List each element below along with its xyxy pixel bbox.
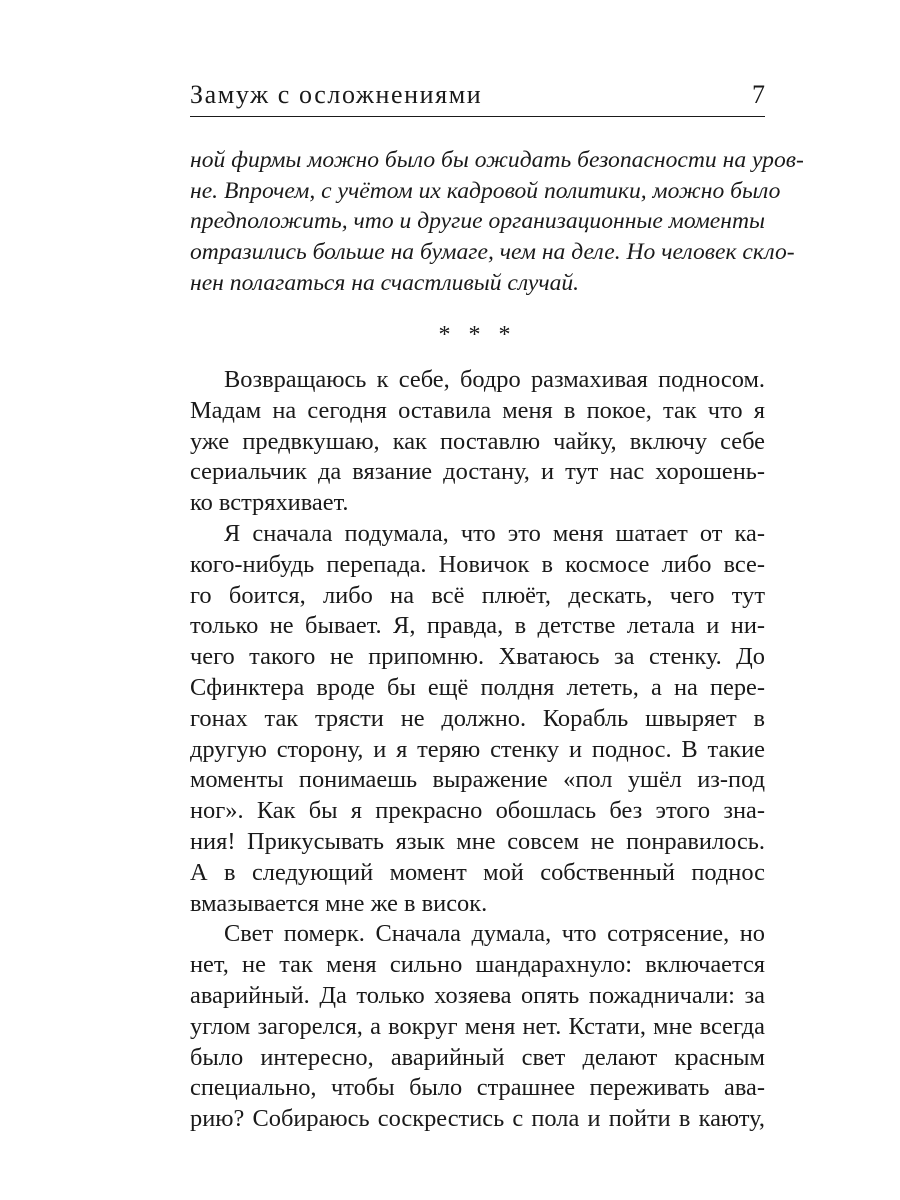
text-line: гонах так трясти не должно. Корабль швыряет в bbox=[190, 704, 765, 732]
text-line: ног». Как бы я прекрасно обошлась без этого зна- bbox=[190, 797, 765, 825]
text-line: моменты понимаешь выражение «пол ушёл из-под bbox=[190, 766, 765, 794]
text-line: Сфинктера вроде бы ещё полдня лететь, а на пере- bbox=[190, 673, 765, 701]
running-title: Замуж с осложнениями bbox=[190, 80, 483, 109]
text-line: уже предвкушаю, как поставлю чайку, включу себе bbox=[190, 427, 765, 455]
text-line: углом загорелся, а вокруг меня нет. Кстати, мне всегда bbox=[190, 1012, 765, 1040]
text-line: только не бывает. Я, правда, в детстве летала и ни- bbox=[190, 612, 765, 640]
body-text bbox=[190, 365, 765, 1135]
paragraph-3 bbox=[190, 919, 765, 1135]
text-line: было интересно, аварийный свет делают красным bbox=[190, 1043, 765, 1071]
italic-line: ной фирмы можно было бы ожидать безопасности на уров- bbox=[190, 147, 804, 173]
text-line: чего такого не припомню. Хватаюсь за стенку. До bbox=[190, 643, 765, 671]
text-line: специально, чтобы было страшнее переживать ава- bbox=[190, 1074, 765, 1102]
text-line: другую сторону, и я теряю стенку и поднос. В такие bbox=[190, 735, 765, 763]
text-line: го боится, либо на всё плюёт, дескать, чего тут bbox=[190, 581, 765, 609]
text-line: Я сначала подумала, что это меня шатает от ка- bbox=[224, 519, 765, 547]
paragraph-2 bbox=[190, 519, 765, 919]
text-line: ния! Прикусывать язык мне совсем не понравилось. bbox=[190, 827, 765, 855]
text-line: аварийный. Да только хозяева опять пожадничали: за bbox=[190, 981, 765, 1009]
text-line: нет, не так меня сильно шандарахнуло: включается bbox=[190, 951, 765, 979]
italic-line: нен полагаться на счастливый случай. bbox=[190, 269, 580, 296]
text-line: Мадам на сегодня оставила меня в покое, так что я bbox=[190, 396, 765, 424]
italic-line: предположить, что и другие организационные моменты bbox=[190, 208, 765, 235]
text-line: сериальчик да вязание достану, и тут нас хорошень- bbox=[190, 458, 765, 486]
text-line: А в следующий момент мой собственный поднос bbox=[190, 858, 765, 886]
text-line: вмазывается мне же в висок. bbox=[190, 889, 488, 917]
text-line: Возвращаюсь к себе, бодро размахивая подносом. bbox=[224, 366, 765, 393]
italic-passage bbox=[190, 145, 804, 299]
text-line: Свет померк. Сначала думала, что сотрясение, но bbox=[224, 920, 765, 948]
section-divider: * * * bbox=[438, 322, 517, 348]
running-header bbox=[190, 76, 765, 117]
italic-line: не. Впрочем, с учётом их кадровой политики, можно было bbox=[190, 177, 781, 204]
page-number: 7 bbox=[752, 80, 765, 109]
text-line: ко встряхивает. bbox=[190, 489, 349, 517]
paragraph-1 bbox=[190, 365, 765, 519]
text-line: кого-нибудь перепада. Новичок в космосе либо все- bbox=[190, 550, 765, 578]
text-line: рию? Собираюсь соскрестись с пола и пойти в каюту, bbox=[190, 1105, 765, 1133]
italic-line: отразились больше на бумаге, чем на деле. Но человек скло- bbox=[190, 239, 795, 266]
